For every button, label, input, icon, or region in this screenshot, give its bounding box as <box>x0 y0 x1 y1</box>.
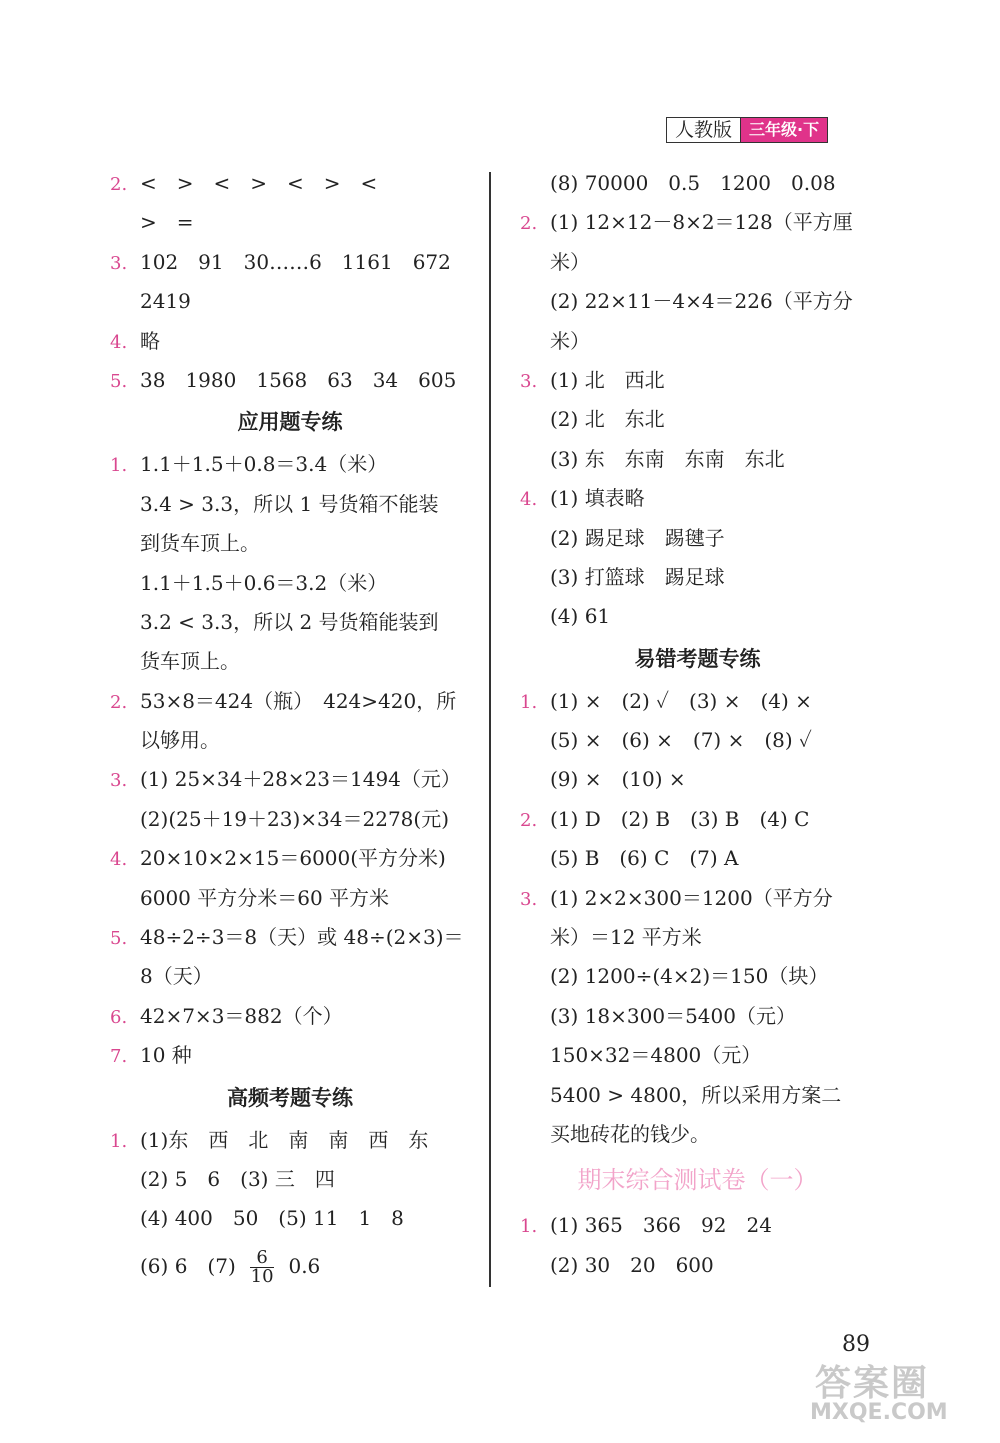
answer-text: (4) 400 50 (5) 11 1 8 <box>140 1206 404 1231</box>
fraction-denominator: 10 <box>250 1265 274 1287</box>
answer-line <box>110 524 470 563</box>
answer-line <box>520 1036 875 1075</box>
item-number: 3. <box>110 252 128 274</box>
answer-text: (4) 61 <box>550 604 611 629</box>
answer-line <box>110 1121 470 1160</box>
answer-line <box>520 1206 875 1245</box>
item-number: 3. <box>520 888 538 910</box>
item-number: 1. <box>110 1130 128 1152</box>
fraction-numerator: 6 <box>256 1246 268 1268</box>
edition-badge <box>666 117 828 143</box>
answer-line <box>520 282 875 321</box>
answer-text: > = <box>140 210 194 235</box>
answer-text: 48÷2÷3＝8（天）或 48÷(2×3)＝ <box>140 925 464 950</box>
item-number: 4. <box>110 849 128 871</box>
answer-text: 6000 平方分米＝60 平方米 <box>140 885 390 910</box>
right-column <box>520 164 875 1285</box>
answer-text: (2) 22×11－4×4＝226（平方分 <box>550 289 853 314</box>
answer-line <box>520 879 875 918</box>
answer-line <box>110 721 470 760</box>
answer-text: (2) 30 20 600 <box>550 1252 714 1277</box>
answer-text: (2)(25＋19＋23)×34＝2278(元) <box>140 806 449 831</box>
item-number: 4. <box>520 489 538 511</box>
answer-line <box>110 164 470 203</box>
item-number: 2. <box>110 174 128 195</box>
answer-line <box>520 682 875 721</box>
answer-text: 买地砖花的钱少。 <box>550 1121 710 1146</box>
answer-line <box>110 361 470 400</box>
answer-line <box>110 642 470 681</box>
answer-line <box>520 997 875 1036</box>
answer-line <box>520 243 875 282</box>
answer-line <box>110 203 470 242</box>
answer-line <box>520 1246 875 1285</box>
answer-line <box>110 839 470 878</box>
answer-text: 5400 > 4800，所以采用方案二 <box>550 1082 842 1107</box>
answer-text: 8（天） <box>140 964 213 989</box>
answer-line <box>520 361 875 400</box>
item-number: 2. <box>110 691 128 713</box>
grade-label: 三年级·下 <box>741 118 827 142</box>
answer-line <box>110 322 470 361</box>
answer-text: 1.1＋1.5＋0.8＝3.4（米） <box>140 452 388 477</box>
answer-text: 102 91 30……6 1161 672 <box>140 249 451 274</box>
answer-line <box>110 957 470 996</box>
answer-text: 米）＝12 平方米 <box>550 925 702 950</box>
answer-line <box>520 400 875 439</box>
answer-line <box>110 997 470 1036</box>
answer-text: (2) 5 6 (3) 三 四 <box>140 1166 335 1191</box>
answer-line <box>110 445 470 484</box>
answer-text: (1) 365 366 92 24 <box>550 1213 772 1238</box>
answer-text: (1) 25×34＋28×23＝1494（元） <box>140 767 461 792</box>
answer-line <box>520 839 875 878</box>
item-number: 3. <box>110 770 128 792</box>
answer-text: (1) 填表略 <box>550 486 645 511</box>
answer-text: (8) 70000 0.5 1200 0.08 <box>550 171 836 195</box>
answer-text: 米） <box>550 328 590 353</box>
answer-text: (3) 打篮球 踢足球 <box>550 564 725 589</box>
answer-line <box>110 760 470 799</box>
section-heading: 应用题专练 <box>237 410 343 435</box>
answer-text: 到货车顶上。 <box>140 531 260 556</box>
answer-text: 略 <box>140 328 160 353</box>
answer-text: 米） <box>550 249 590 274</box>
answer-line <box>110 603 470 642</box>
answer-line <box>110 282 470 321</box>
answer-line <box>520 164 875 203</box>
answer-line <box>520 203 875 242</box>
answer-text: 以够用。 <box>140 728 220 753</box>
answer-text: (3) 18×300＝5400（元） <box>550 1003 796 1028</box>
item-number: 2. <box>520 809 538 831</box>
answer-text: (9) × (10) × <box>550 767 686 792</box>
answer-line <box>520 519 875 558</box>
answer-line <box>110 564 470 603</box>
answer-text: 2419 <box>140 289 191 314</box>
answer-text: 20×10×2×15＝6000(平方分米) <box>140 846 446 871</box>
answer-text: 1.1＋1.5＋0.6＝3.2（米） <box>140 570 388 595</box>
item-number: 6. <box>110 1006 128 1028</box>
item-number: 5. <box>110 928 128 950</box>
answer-text: (1) × (2) ✓ (3) × (4) × <box>550 688 812 713</box>
left-column <box>110 164 470 1293</box>
fraction <box>250 1246 274 1287</box>
answer-line <box>520 322 875 361</box>
answer-line <box>520 597 875 636</box>
item-number: 4. <box>110 331 128 353</box>
answer-text: < > < > < > < <box>140 171 378 195</box>
watermark-logo: 答案圈 <box>815 1363 930 1404</box>
answer-line <box>520 558 875 597</box>
answer-line <box>110 800 470 839</box>
answer-text: 0.6 <box>288 1253 321 1278</box>
answer-text: 38 1980 1568 63 34 605 <box>140 367 457 392</box>
page-number: 89 <box>842 1332 870 1357</box>
answer-line <box>520 479 875 518</box>
answer-text: 150×32＝4800（元） <box>550 1043 762 1068</box>
answer-line <box>110 879 470 918</box>
answer-text: (2) 1200÷(4×2)＝150（块） <box>550 964 829 989</box>
answer-line <box>520 1115 875 1154</box>
answer-line <box>520 957 875 996</box>
column-divider <box>489 172 491 1287</box>
answer-text: (1) 2×2×300＝1200（平方分 <box>550 885 833 910</box>
section-heading: 易错考题专练 <box>634 646 761 671</box>
answer-text: (5) × (6) × (7) × (8) ✓ <box>550 728 812 753</box>
answer-line <box>520 800 875 839</box>
answer-text: (2) 北 东北 <box>550 407 665 432</box>
answer-line <box>110 1160 470 1199</box>
answer-line <box>520 760 875 799</box>
item-number: 2. <box>520 213 538 235</box>
answer-text: 42×7×3＝882（个） <box>140 1003 343 1028</box>
answer-line <box>110 1036 470 1075</box>
item-number: 3. <box>520 370 538 392</box>
answer-text: (3) 东 东南 东南 东北 <box>550 446 785 471</box>
answer-text: (2) 踢足球 踢毽子 <box>550 525 725 550</box>
answer-text: 3.4 > 3.3，所以 1 号货箱不能装 <box>140 491 439 516</box>
answer-text: 10 种 <box>140 1043 192 1068</box>
answer-text: (1)东 西 北 南 南 西 东 <box>140 1127 429 1152</box>
answer-text: (6) 6 (7) <box>140 1253 236 1278</box>
watermark-url: MXQE.COM <box>810 1400 948 1425</box>
answer-text: 货车顶上。 <box>140 649 240 674</box>
edition-label: 人教版 <box>667 118 741 142</box>
answer-text: (1) D (2) B (3) B (4) C <box>550 806 810 831</box>
answer-text: 3.2 < 3.3，所以 2 号货箱能装到 <box>140 609 439 634</box>
answer-line <box>520 721 875 760</box>
answer-text: 53×8＝424（瓶） 424>420，所 <box>140 688 457 713</box>
item-number: 7. <box>110 1046 128 1068</box>
answer-line <box>520 1076 875 1115</box>
answer-line <box>110 918 470 957</box>
section-heading: 高频考题专练 <box>227 1085 353 1110</box>
answer-text: (5) B (6) C (7) A <box>550 846 739 871</box>
answer-line <box>520 440 875 479</box>
answer-line <box>520 918 875 957</box>
answer-text: (1) 12×12－8×2＝128（平方厘 <box>550 210 853 235</box>
exam-heading: 期末综合测试卷（一） <box>577 1166 818 1195</box>
answer-line <box>110 243 470 282</box>
answer-line <box>110 485 470 524</box>
answer-text: (1) 北 西北 <box>550 367 665 392</box>
item-number: 1. <box>520 1216 538 1238</box>
item-number: 1. <box>110 455 128 477</box>
answer-line <box>110 682 470 721</box>
item-number: 1. <box>520 691 538 713</box>
answer-line <box>110 1239 470 1293</box>
answer-line <box>110 1199 470 1238</box>
item-number: 5. <box>110 370 128 392</box>
